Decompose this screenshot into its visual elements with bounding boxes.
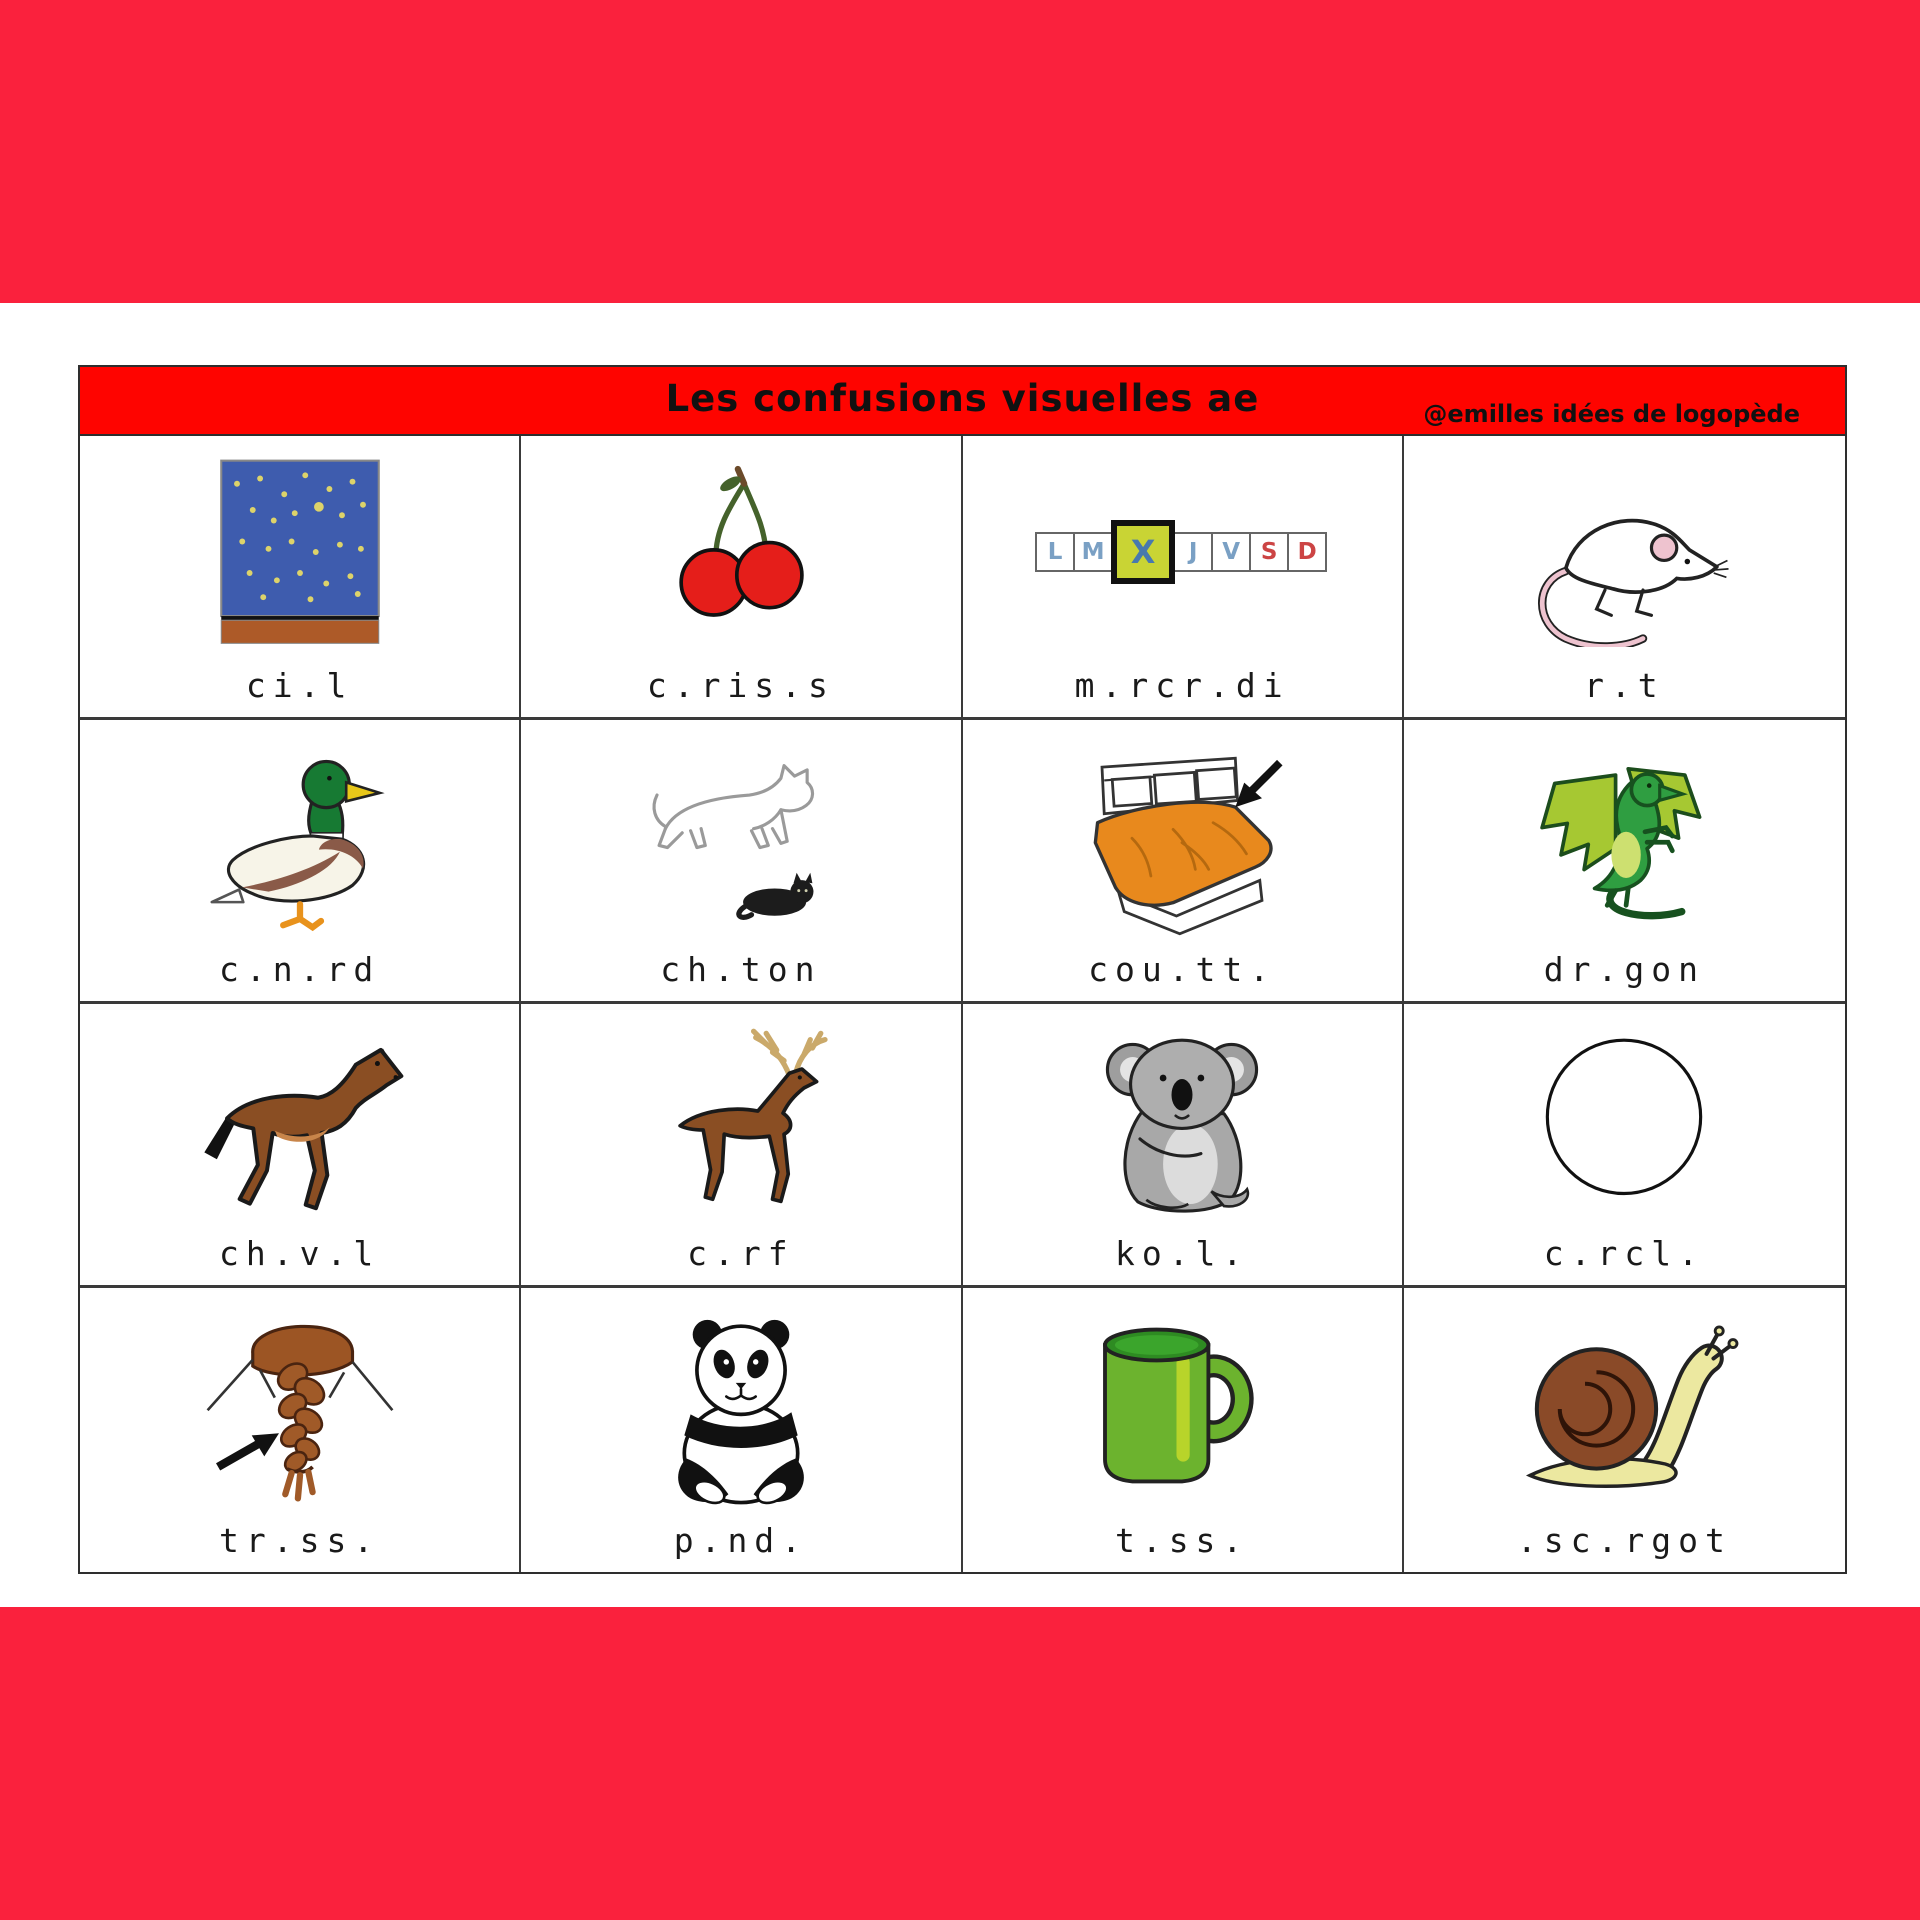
- grid-cell-cerf: [521, 1004, 962, 1288]
- grid-cell-tasse: [963, 1288, 1404, 1572]
- grid-cell-ciel: [80, 436, 521, 720]
- brown-horse-image: [185, 1018, 415, 1223]
- day-letter: V: [1211, 532, 1251, 572]
- title-bar: [80, 367, 1845, 436]
- word-label: ch.ton: [660, 950, 822, 989]
- deer-image: [636, 1018, 846, 1223]
- word-label: c.n.rd: [219, 950, 381, 989]
- word-label: c.ris.s: [646, 666, 835, 705]
- day-letter: S: [1249, 532, 1289, 572]
- page-title: Les confusions visuelles ae: [665, 377, 1260, 420]
- day-letter: D: [1287, 532, 1327, 572]
- panda-image: [636, 1301, 846, 1511]
- day-letter: L: [1035, 532, 1075, 572]
- word-label: m.rcr.di: [1074, 666, 1290, 705]
- grid-cell-escargot: [1404, 1288, 1845, 1572]
- white-rat-image: [1509, 457, 1739, 647]
- grid-cell-chaton: [521, 720, 962, 1004]
- worksheet-page: [0, 303, 1920, 1607]
- grid-cell-mercredi: [963, 436, 1404, 720]
- grid-cell-cercle: [1404, 1004, 1845, 1288]
- grid-cell-panda: [521, 1288, 962, 1572]
- week-strip-image: [1037, 520, 1327, 584]
- mallard-duck-image: [195, 734, 405, 939]
- cherries-image: [636, 452, 846, 652]
- word-label: ch.v.l: [219, 1234, 381, 1273]
- author-credit: @emilles idées de logopède: [1423, 400, 1800, 428]
- word-label: c.rcl.: [1543, 1234, 1705, 1273]
- green-mug-image: [1072, 1303, 1292, 1508]
- circle-outline-image: [1519, 1020, 1729, 1220]
- koala-image: [1077, 1015, 1287, 1225]
- grid-cell-dragon: [1404, 720, 1845, 1004]
- grid-cell-cerises: [521, 436, 962, 720]
- snail-image: [1509, 1308, 1739, 1503]
- word-label: tr.ss.: [219, 1521, 381, 1560]
- day-letter: M: [1073, 532, 1113, 572]
- hair-braid-image: [195, 1301, 405, 1511]
- word-label: r.t: [1584, 666, 1665, 705]
- word-label: t.ss.: [1114, 1521, 1250, 1560]
- grid-cell-couette: [963, 720, 1404, 1004]
- worksheet-table: [78, 365, 1847, 1574]
- word-label: ci.l: [245, 666, 354, 705]
- word-label: dr.gon: [1543, 950, 1705, 989]
- picture-grid: [80, 436, 1845, 1572]
- grid-cell-tresse: [80, 1288, 521, 1572]
- word-label: cou.tt.: [1088, 950, 1277, 989]
- day-letter: J: [1173, 532, 1213, 572]
- word-label: .sc.rgot: [1516, 1521, 1732, 1560]
- night-sky-image: [195, 452, 405, 652]
- word-label: p.nd.: [673, 1521, 809, 1560]
- bed-with-duvet-image: [1067, 736, 1297, 936]
- word-label: ko.l.: [1114, 1234, 1250, 1273]
- grid-cell-rat: [1404, 436, 1845, 720]
- green-dragon-image: [1519, 731, 1729, 941]
- cat-and-kitten-image: [636, 736, 846, 936]
- grid-cell-koala: [963, 1004, 1404, 1288]
- grid-cell-cheval: [80, 1004, 521, 1288]
- grid-cell-canard: [80, 720, 521, 1004]
- word-label: c.rf: [687, 1234, 795, 1273]
- day-letter-highlighted: X: [1111, 520, 1175, 584]
